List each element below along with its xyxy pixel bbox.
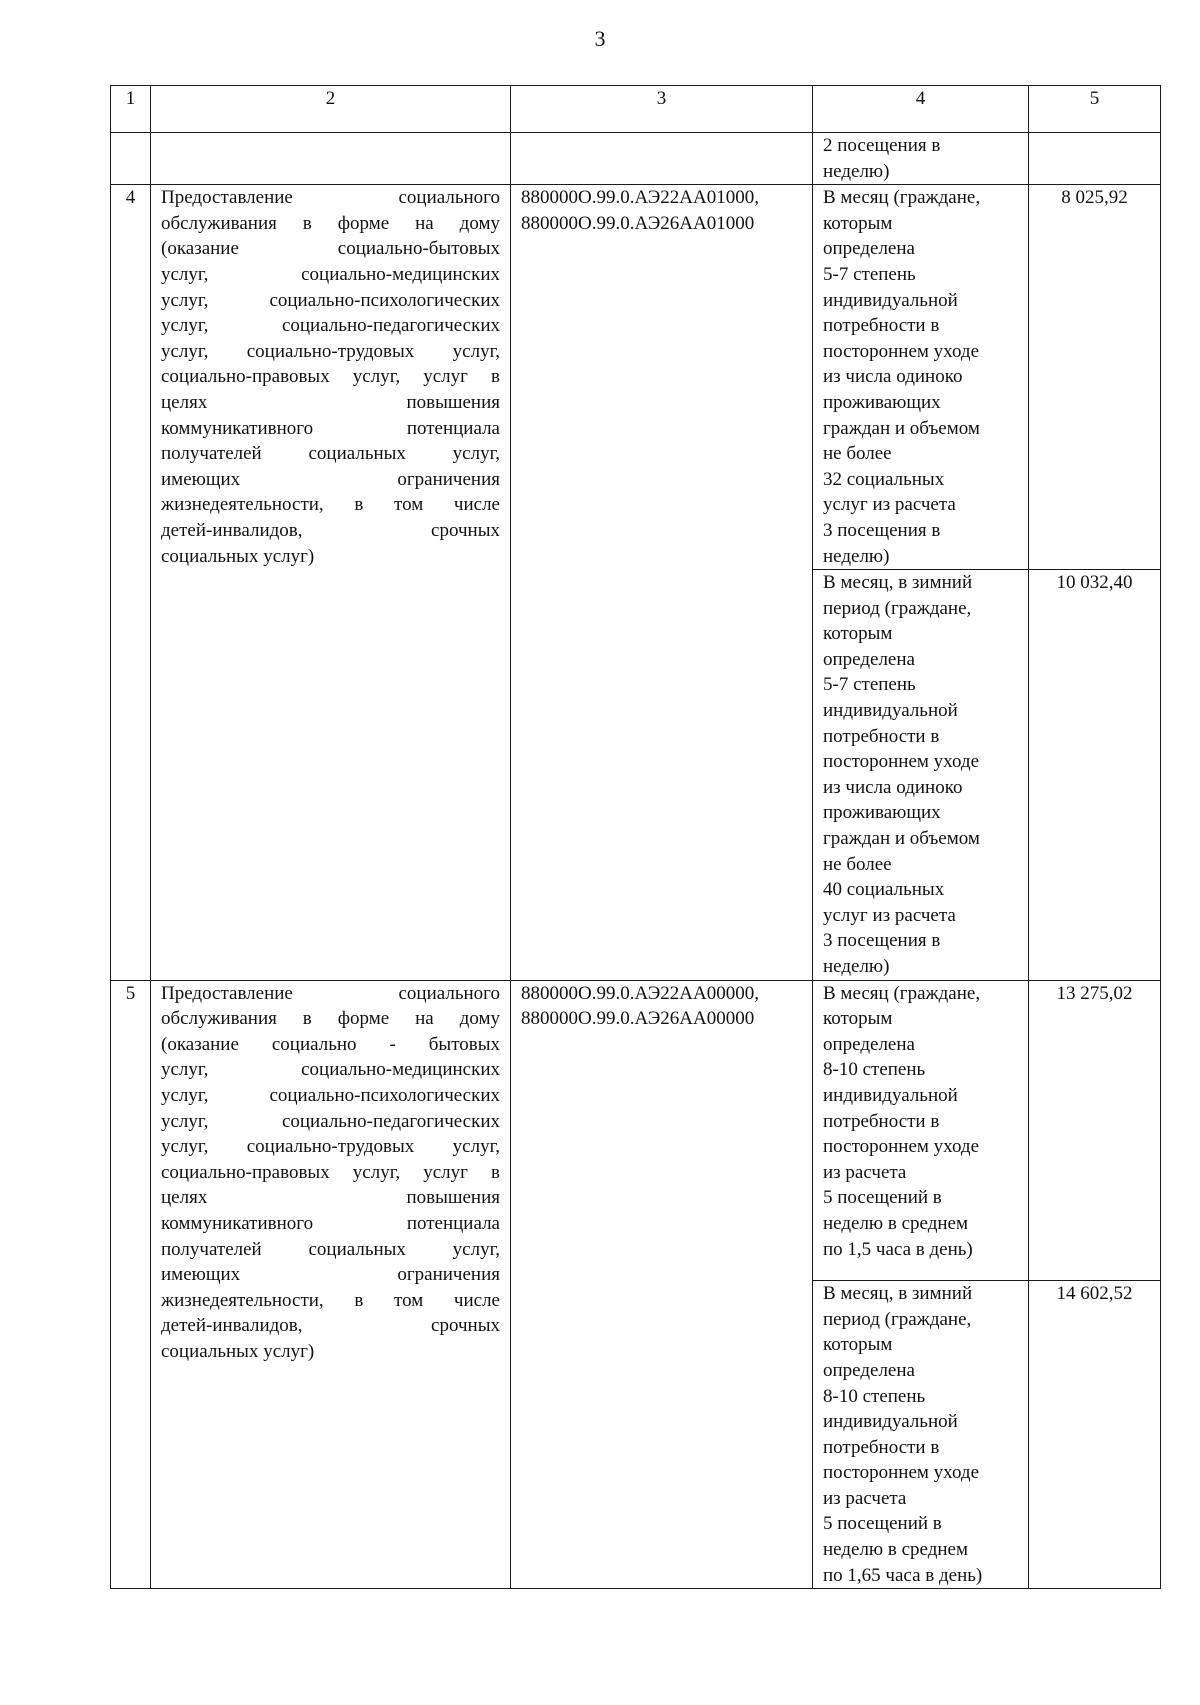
description-line: имеющих ограничения — [161, 1264, 500, 1286]
tariff-table — [110, 85, 1161, 1589]
description-line: целях повышения — [161, 391, 500, 413]
description-line: социально-правовых услуг, услуг в — [161, 1161, 500, 1183]
tariff-price: 13 275,02 — [1029, 980, 1161, 1281]
header-col-4: 4 — [813, 86, 1029, 133]
continuation-num-cell — [111, 133, 151, 185]
description-line: Предоставление социального — [161, 187, 500, 209]
tariff-condition: В месяц (граждане, которым определена 8-10 степень индивидуальной потребности в постороннем уходе из расчета 5 посещений в неделю в среднем по 1,5 часа в день) — [813, 980, 1029, 1281]
description-line: услуг, социально-трудовых услуг, — [161, 1136, 500, 1158]
service-codes: 880000О.99.0.АЭ22АА01000, 880000О.99.0.АЭ26АА01000 — [511, 185, 813, 980]
row-number: 4 — [111, 185, 151, 980]
continuation-row — [111, 133, 1161, 185]
tariff-condition: В месяц (граждане, которым определена 5-7 степень индивидуальной потребности в постороннем уходе из числа одиноко проживающих граждан и объемом не более 32 социальных услуг из расчета 3 посещения в неделю) — [813, 185, 1029, 570]
tariff-condition: В месяц, в зимний период (граждане, которым определена 8-10 степень индивидуальной потребности в постороннем уходе из расчета 5 посещений в неделю в среднем по 1,65 часа в день) — [813, 1281, 1029, 1589]
tariff-price: 10 032,40 — [1029, 570, 1161, 981]
description-line: целях повышения — [161, 1187, 500, 1209]
description-line: Предоставление социального — [161, 982, 500, 1004]
continuation-desc-cell — [151, 133, 511, 185]
tariff-price: 14 602,52 — [1029, 1281, 1161, 1589]
header-row — [111, 86, 1161, 133]
description-line: социально-правовых услуг, услуг в — [161, 366, 500, 388]
header-col-1: 1 — [111, 86, 151, 133]
description-line: жизнедеятельности, в том числе — [161, 494, 500, 516]
description-line: услуг, социально-педагогических — [161, 1110, 500, 1132]
description-line: коммуникативного потенциала — [161, 417, 500, 439]
description-line: услуг, социально-психологических — [161, 1084, 500, 1106]
service-description — [151, 980, 511, 1589]
service-codes: 880000О.99.0.АЭ22АА00000, 880000О.99.0.АЭ26АА00000 — [511, 980, 813, 1589]
description-line: получателей социальных услуг, — [161, 1238, 500, 1260]
description-line: услуг, социально-медицинских — [161, 1059, 500, 1081]
description-line: (оказание социально - бытовых — [161, 1033, 500, 1055]
service-description — [151, 185, 511, 980]
description-line: (оказание социально-бытовых — [161, 238, 500, 260]
continuation-condition: 2 посещения в неделю) — [813, 133, 1029, 185]
row-number: 5 — [111, 980, 151, 1589]
tariff-condition: В месяц, в зимний период (граждане, которым определена 5-7 степень индивидуальной потребности в постороннем уходе из числа одиноко проживающих граждан и объемом не более 40 социальных услуг из расчета 3 посещения в неделю) — [813, 570, 1029, 981]
description-line: детей-инвалидов, срочных — [161, 1315, 500, 1337]
description-line: услуг, социально-трудовых услуг, — [161, 340, 500, 362]
continuation-code-cell — [511, 133, 813, 185]
description-line: услуг, социально-педагогических — [161, 315, 500, 337]
header-col-3: 3 — [511, 86, 813, 133]
description-line: социальных услуг) — [161, 1340, 315, 1362]
header-col-5: 5 — [1029, 86, 1161, 133]
description-line: услуг, социально-психологических — [161, 289, 500, 311]
description-line: социальных услуг) — [161, 545, 315, 567]
continuation-price-cell — [1029, 133, 1161, 185]
description-line: коммуникативного потенциала — [161, 1212, 500, 1234]
header-col-2: 2 — [151, 86, 511, 133]
description-line: услуг, социально-медицинских — [161, 263, 500, 285]
tariff-price: 8 025,92 — [1029, 185, 1161, 570]
table-row — [111, 185, 1161, 570]
description-line: жизнедеятельности, в том числе — [161, 1289, 500, 1311]
description-line: получателей социальных услуг, — [161, 443, 500, 465]
table-row — [111, 980, 1161, 1281]
description-line: обслуживания в форме на дому — [161, 212, 500, 234]
description-line: имеющих ограничения — [161, 468, 500, 490]
page-number: 3 — [594, 26, 606, 51]
description-line: детей-инвалидов, срочных — [161, 519, 500, 541]
description-line: обслуживания в форме на дому — [161, 1008, 500, 1030]
